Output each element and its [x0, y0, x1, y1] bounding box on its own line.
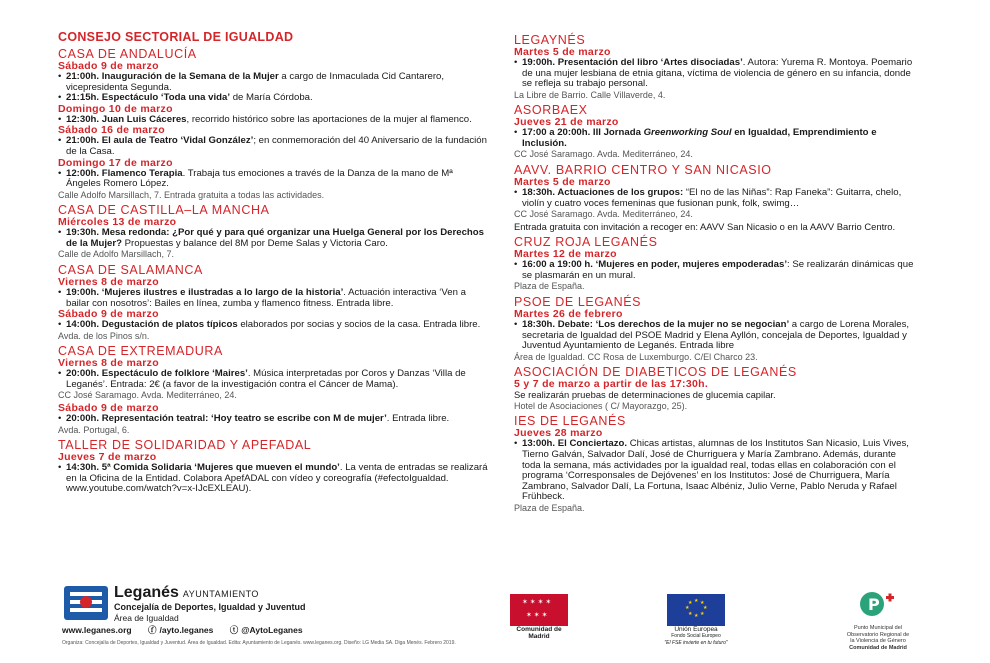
- event-description: : Se realizarán dinámicas que se plasmarán en un mural.: [522, 259, 914, 281]
- twitter-icon: ⓣ: [229, 625, 239, 635]
- section: [514, 414, 914, 513]
- comunidad-madrid-logo: [510, 594, 568, 640]
- section-title: AAVV. BARRIO CENTRO Y SAN NICASIO: [514, 162, 772, 177]
- event-date: Viernes 8 de marzo: [58, 275, 159, 288]
- svg-text:★: ★: [703, 605, 708, 611]
- event-item: [58, 169, 488, 190]
- venue-note: Avda. Portugal, 6.: [58, 424, 130, 435]
- event-description: ; en conmemoración del 40 Aniversario de la fundación de la Casa.: [66, 135, 487, 157]
- event-item: [58, 369, 488, 390]
- event-description: . Entrada libre.: [386, 412, 450, 424]
- venue-note: Calle de Adolfo Marsillach, 7.: [58, 249, 175, 260]
- event-date: Miércoles 13 de marzo: [58, 216, 177, 229]
- eu-label: Unión Europea: [674, 626, 718, 633]
- pm-sub: Comunidad de Madrid: [849, 644, 907, 651]
- eu-fund: Fondo Social Europeo: [671, 633, 721, 639]
- bullet-icon: •: [514, 57, 518, 68]
- venue-note: Hotel de Asociaciones ( C/ Mayorazgo, 25).: [514, 400, 688, 411]
- event-description: . Actuación interactiva ‘Ven a bailar con nosotros’: Bailes en línea, zumba y flamenco fitness. Entrada libre.: [66, 286, 466, 309]
- section: [58, 47, 488, 200]
- venue-note: Calle Adolfo Marsillach, 7. Entrada gratuita a todas las actividades.: [58, 189, 325, 200]
- event-title: 21:00h. Inauguración de la Semana de la Mujer: [66, 71, 279, 82]
- event-title: 19:00h. Presentación del libro ‘Artes disociadas’: [522, 57, 743, 68]
- small-print: Organiza: Concejalía de Deportes, Igualdad y Juventud. Área de Igualdad. Edita: Ayuntamiento de Leganés. www.leganes.org. Diseño: LG Media SA. Diga Menés. Febrero 2019.: [62, 640, 456, 646]
- event-date: Domingo 17 de marzo: [58, 156, 173, 169]
- event-date: Jueves 28 marzo: [514, 427, 603, 440]
- venue-note: La Libre de Barrio. Calle Villaverde, 4.: [514, 89, 666, 100]
- section: [58, 438, 488, 495]
- svg-text:★: ★: [688, 600, 693, 606]
- section: [514, 295, 914, 362]
- svg-text:★: ★: [688, 611, 693, 617]
- event-item: [58, 463, 488, 495]
- bullet-icon: •: [58, 412, 62, 424]
- bullet-icon: •: [58, 92, 62, 104]
- event-title: 20:00h. Representación teatral: ‘Hoy teatro se escribe con M de mujer’: [66, 412, 387, 424]
- event-item: [514, 439, 914, 503]
- event-date: Sábado 9 de marzo: [58, 401, 159, 414]
- event-title: 13:00h. El Conciertazo.: [522, 438, 628, 450]
- event-title-italic: Greenworking Soul: [640, 127, 732, 139]
- brand-name: Leganés: [114, 584, 179, 601]
- event-title: 21:15h. Espectáculo ‘Toda una vida’: [66, 92, 231, 104]
- section: [514, 235, 914, 292]
- event-description: a cargo de Lorena Morales, secretaria de Igualdad del PSOE Madrid y Elena Ayllón, concejala de Deportes, Igualdad y Juventud Ayuntamiento de Leganés. Entrada libre: [522, 318, 910, 352]
- event-title: 14:00h. Degustación de platos típicos: [66, 319, 238, 331]
- section: [514, 103, 914, 160]
- section: [514, 365, 914, 411]
- bullet-icon: •: [58, 71, 62, 82]
- section-title: ASORBAEX: [514, 103, 588, 118]
- venue-note: Plaza de España.: [514, 502, 585, 513]
- event-description: . Trabaja tus emociones a través de la Danza de la mano de Mª Ángeles Romero López.: [66, 167, 453, 190]
- section-title: CASA DE EXTREMADURA: [58, 344, 223, 359]
- event-item: [514, 128, 914, 149]
- section-title: CRUZ ROJA LEGANÉS: [514, 235, 658, 250]
- event-description: . La venta de entradas se realizará en la Oficina de la Entidad. Colabora ApefADAL con vídeo y coreografía (#efectoIgualdad. www.youtube.com/watch?v=x-IJcEXLEAU).: [66, 462, 488, 495]
- event-description: a cargo de Inmaculada Cid Cantarero, vicepresidenta Segunda.: [66, 71, 445, 93]
- event-item: [514, 188, 914, 209]
- event-title: 18:30h. Debate: ‘Los derechos de la mujer no se negocian’: [522, 318, 790, 330]
- venue-note: CC José Saramago. Avda. Mediterráneo, 24.: [514, 149, 693, 160]
- event-item: [58, 320, 488, 331]
- event-date: Jueves 7 de marzo: [58, 451, 157, 463]
- section-title: CASA DE CASTILLA–LA MANCHA: [58, 203, 270, 218]
- event-title: 21:00h. El aula de Teatro ‘Vidal González’: [66, 135, 254, 147]
- event-date: Sábado 9 de marzo: [58, 308, 159, 321]
- brand-subtitle: AYUNTAMIENTO: [182, 589, 259, 599]
- punto-municipal-logo: [846, 590, 910, 651]
- bullet-icon: •: [514, 127, 518, 139]
- right-column: [514, 30, 914, 515]
- event-item: [58, 115, 488, 126]
- section-title: PSOE DE LEGANÉS: [514, 294, 642, 309]
- event-title: 19:00h. ‘Mujeres ilustres e ilustradas a lo largo de la historia’: [66, 286, 344, 298]
- event-title: 20:00h. Espectáculo de folklore ‘Maires’: [66, 368, 248, 380]
- leganes-crest-icon: [64, 586, 108, 620]
- event-date: Martes 12 de marzo: [514, 248, 617, 261]
- event-date: Jueves 21 de marzo: [514, 116, 619, 129]
- event-description: . Autora: Yurema R. Montoya. Poemario de una mujer lesbiana de etnia gitana, víctima de violencia de género en su infancia, donde se refleja su trabajo personal.: [522, 57, 913, 90]
- web-link[interactable]: www.leganes.org: [62, 625, 132, 635]
- venue-note: Área de Igualdad. CC Rosa de Luxemburgo. C/El Charco 23.: [514, 351, 758, 362]
- bullet-icon: •: [58, 368, 62, 380]
- event-title: 17:00 a 20:00h. III Jornada: [522, 127, 641, 139]
- event-title: 14:30h. 5ª Comida Solidaria ‘Mujeres que mueven el mundo’: [66, 462, 340, 473]
- bullet-icon: •: [58, 286, 62, 298]
- event-item: [58, 228, 488, 249]
- bullet-icon: •: [58, 135, 62, 147]
- event-date: Martes 5 de marzo: [514, 175, 611, 188]
- madrid-stars-icon: ✶ ✶ ✶ ✶ ✶ ✶ ✶: [510, 594, 568, 626]
- event-item: [514, 260, 914, 281]
- svg-text:P: P: [868, 595, 880, 614]
- svg-text:★: ★: [694, 613, 699, 619]
- event-description: elaborados por socias y socios de la casa. Entrada libre.: [237, 319, 481, 331]
- event-item: [58, 288, 488, 309]
- cam-label: Comunidad de Madrid: [516, 626, 562, 640]
- event-description: de María Córdoba.: [230, 92, 313, 104]
- section-title: ASOCIACIÓN DE DIABETICOS DE LEGANÉS: [514, 365, 797, 380]
- event-date: Martes 26 de febrero: [514, 307, 623, 320]
- pm-label: Punto Municipal del Observatorio Regional de la Violencia de Género: [846, 625, 910, 644]
- bullet-icon: •: [514, 259, 518, 271]
- event-item: [58, 414, 488, 425]
- venue-note: CC José Saramago. Avda. Mediterráneo, 24.: [58, 390, 237, 401]
- event-title: 18:30h. Actuaciones de los grupos:: [522, 186, 684, 198]
- facebook-link[interactable]: /ayto.leganes: [159, 625, 214, 635]
- svg-text:★: ★: [700, 600, 705, 606]
- section-title: CASA DE SALAMANCA: [58, 262, 203, 277]
- section: [58, 263, 488, 341]
- venue-note: Plaza de España.: [514, 281, 585, 292]
- event-item: [58, 136, 488, 157]
- eu-motto: "El FSE invierte en tu futuro": [664, 640, 728, 646]
- event-title: 16:00 a 19:00 h. ‘Mujeres en poder, mujeres empoderadas’: [522, 259, 788, 271]
- bullet-icon: •: [58, 113, 62, 125]
- event-description: Propuestas y balance del 8M por Deme Salas y Victoria Caro.: [121, 237, 388, 249]
- event-date: Sábado 9 de marzo: [58, 60, 159, 72]
- section: [514, 33, 914, 100]
- event-description: , recorrido histórico sobre las aportaciones de la mujer al flamenco.: [186, 113, 472, 125]
- event-item: [58, 72, 488, 93]
- eu-logo: [662, 594, 730, 647]
- event-description: Chicas artistas, alumnas de los Institutos San Nicasio, Luis Vives, Tierno Galván, Salvador Dalí, José de Churriguera y María Zambrano. Además, durante toda la semana, más actividades por la igualdad real, todas ellas en colaboración con el programa ‘Corresponsales de Dejóvenes’ en los Institutos: José de Churriguera, María Zambrano, Salvador Dalí, La Fortuna, Isaac Albéniz, Julio Verne, Pablo Neruda y Rafael Frühbeck.: [522, 438, 909, 503]
- event-title: 19:30h. Mesa redonda: ¿Por qué y para qué organizar una Huelga General por los Derechos de la Mujer?: [66, 227, 484, 249]
- event-title: 12:00h. Flamenco Terapia: [66, 167, 183, 179]
- left-column: [58, 44, 488, 495]
- event-description: . Música interpretadas por Coros y Danzas ‘Villa de Leganés’. Entrada: 2€ (a favor de la investigación contra el Cáncer de Mama).: [66, 368, 466, 390]
- section-title: CASA DE ANDALUCÍA: [58, 47, 197, 61]
- page-title: CONSEJO SECTORIAL DE IGUALDAD: [58, 30, 294, 44]
- bullet-icon: •: [58, 227, 62, 239]
- event-item: [58, 93, 488, 104]
- event-description: “El no de las Niñas”: Rap Faneka”: Guitarra, chelo, violín y cuatro voces femeninas que fusionan punk, folk, swimg…: [522, 186, 902, 209]
- event-title: 12:30h. Juan Luis Cáceres: [66, 113, 187, 125]
- event-date: Martes 5 de marzo: [514, 46, 611, 58]
- section-title: LEGAYNÉS: [514, 33, 586, 47]
- event-title-cont: en Igualdad, Emprendimiento e Inclusión.: [522, 127, 877, 149]
- bullet-icon: •: [514, 186, 518, 198]
- department-label: Concejalía de Deportes, Igualdad y Juventud: [114, 602, 306, 612]
- venue-note: Avda. de los Pinos s/n.: [58, 330, 150, 341]
- bullet-icon: •: [514, 438, 518, 450]
- venue-note: CC José Saramago. Avda. Mediterráneo, 24.: [514, 209, 693, 220]
- event-item: [514, 320, 914, 352]
- brand-block: [114, 584, 306, 623]
- event-description: Se realizarán pruebas de determinaciones de glucemia capilar.: [514, 389, 776, 401]
- svg-text:★: ★: [694, 598, 699, 604]
- event-date: Sábado 16 de marzo: [58, 124, 165, 137]
- bullet-icon: •: [514, 318, 518, 330]
- twitter-link[interactable]: @AytoLeganes: [241, 625, 303, 635]
- section-title: TALLER DE SOLIDARIDAD Y APEFADAL: [58, 438, 312, 452]
- eu-flag-icon: [667, 594, 725, 626]
- extra-note: Entrada gratuita con invitación a recoger en: AAVV San Nicasio o en la AAVV Barrio Centro.: [514, 220, 896, 232]
- event-date: Domingo 10 de marzo: [58, 102, 173, 115]
- section: [514, 163, 914, 232]
- area-label: Área de Igualdad: [114, 613, 179, 623]
- social-links: [62, 624, 317, 636]
- bullet-icon: •: [58, 319, 62, 331]
- event-date: Viernes 8 de marzo: [58, 357, 159, 370]
- facebook-icon: ⓕ: [147, 625, 157, 635]
- bullet-icon: •: [58, 462, 62, 473]
- footer: [58, 584, 938, 663]
- svg-text:★: ★: [700, 611, 705, 617]
- bullet-icon: •: [58, 167, 62, 179]
- event-item: [514, 58, 914, 90]
- punto-municipal-icon: [858, 590, 898, 620]
- svg-text:★: ★: [685, 605, 690, 611]
- event-date: 5 y 7 de marzo a partir de las 17:30h.: [514, 378, 709, 391]
- section: [58, 203, 488, 260]
- section-title: IES DE LEGANÉS: [514, 414, 626, 429]
- section: [58, 344, 488, 435]
